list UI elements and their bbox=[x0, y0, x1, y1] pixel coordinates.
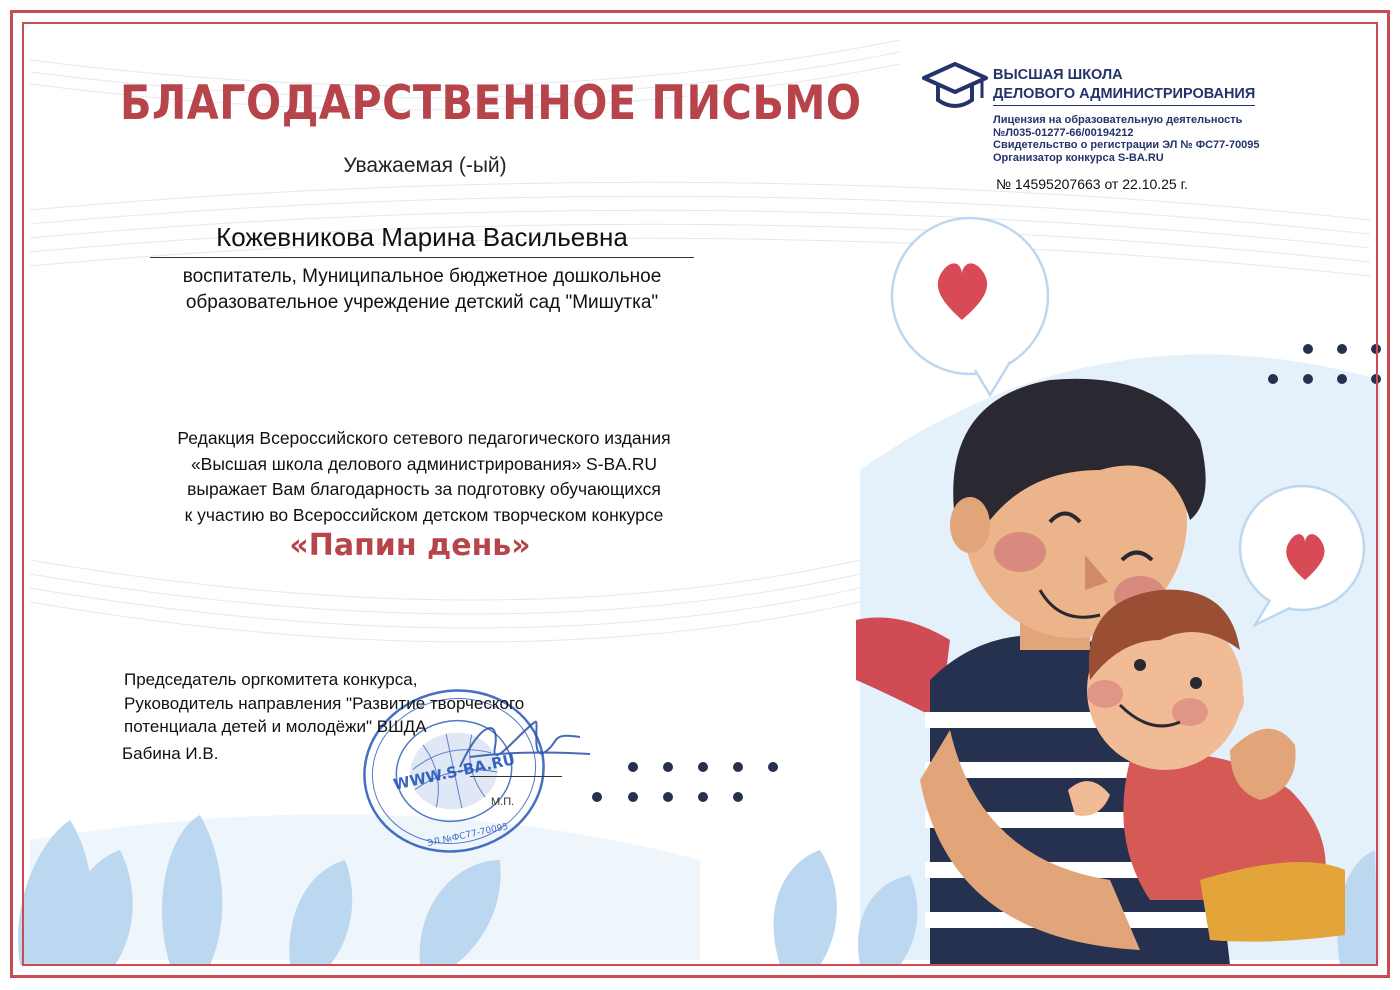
graduation-cap-icon bbox=[922, 62, 988, 112]
position-line-1: воспитатель, Муниципальное бюджетное дошкольное bbox=[182, 266, 662, 287]
license-line-3: Свидетельство о регистрации ЭЛ № ФС77-70095 bbox=[993, 139, 1260, 151]
body-line-2: «Высшая школа делового администрирования» S-BA.RU bbox=[190, 453, 658, 474]
stamp-registration: ЭЛ №ФС77-70095 bbox=[426, 822, 510, 850]
org-name-line-1: ВЫСШАЯ ШКОЛА bbox=[993, 67, 1123, 83]
dots-bottom-center bbox=[590, 762, 790, 807]
org-name-line-2: ДЕЛОВОГО АДМИНИСТРИРОВАНИЯ bbox=[993, 86, 1255, 106]
license-info bbox=[993, 114, 1260, 164]
document-number: № 14595207663 от 22.10.25 г. bbox=[996, 176, 1188, 192]
contest-name: «Папин день» bbox=[289, 528, 531, 563]
stamp-center-text: WWW.S-BA.RU bbox=[391, 750, 517, 794]
signer-line-1: Председатель оргкомитета конкурса, bbox=[124, 670, 418, 689]
signer-block bbox=[124, 668, 624, 739]
body-text bbox=[100, 426, 748, 528]
position-line-2: образовательное учреждение детский сад "Мишутка" bbox=[185, 292, 659, 313]
certificate-title: БЛАГОДАРСТВЕННОЕ ПИСЬМО bbox=[120, 76, 862, 131]
recipient-position bbox=[130, 264, 714, 316]
body-line-4: к участию во Всероссийском детском творческом конкурсе bbox=[184, 504, 664, 525]
license-line-2: №Л035-01277-66/00194212 bbox=[993, 126, 1134, 139]
signer-line-3: потенциала детей и молодёжи" ВШДА bbox=[124, 717, 427, 736]
license-line-4: Организатор конкурса S-BA.RU bbox=[993, 151, 1164, 164]
dots-top-right bbox=[1266, 344, 1386, 389]
body-line-1: Редакция Всероссийского сетевого педагогического издания bbox=[177, 428, 671, 448]
recipient-name: Кожевникова Марина Васильевна bbox=[150, 222, 694, 258]
signer-name: Бабина И.В. bbox=[122, 744, 219, 763]
license-line-1: Лицензия на образовательную деятельность bbox=[993, 114, 1243, 126]
signature-line bbox=[470, 776, 562, 777]
greeting: Уважаемая (-ый) bbox=[343, 154, 507, 177]
body-line-3: выражает Вам благодарность за подготовку обучающихся bbox=[187, 479, 661, 499]
stamp-mark: М.П. bbox=[491, 796, 515, 808]
signer-line-2: Руководитель направления "Развитие творческого bbox=[124, 693, 525, 713]
